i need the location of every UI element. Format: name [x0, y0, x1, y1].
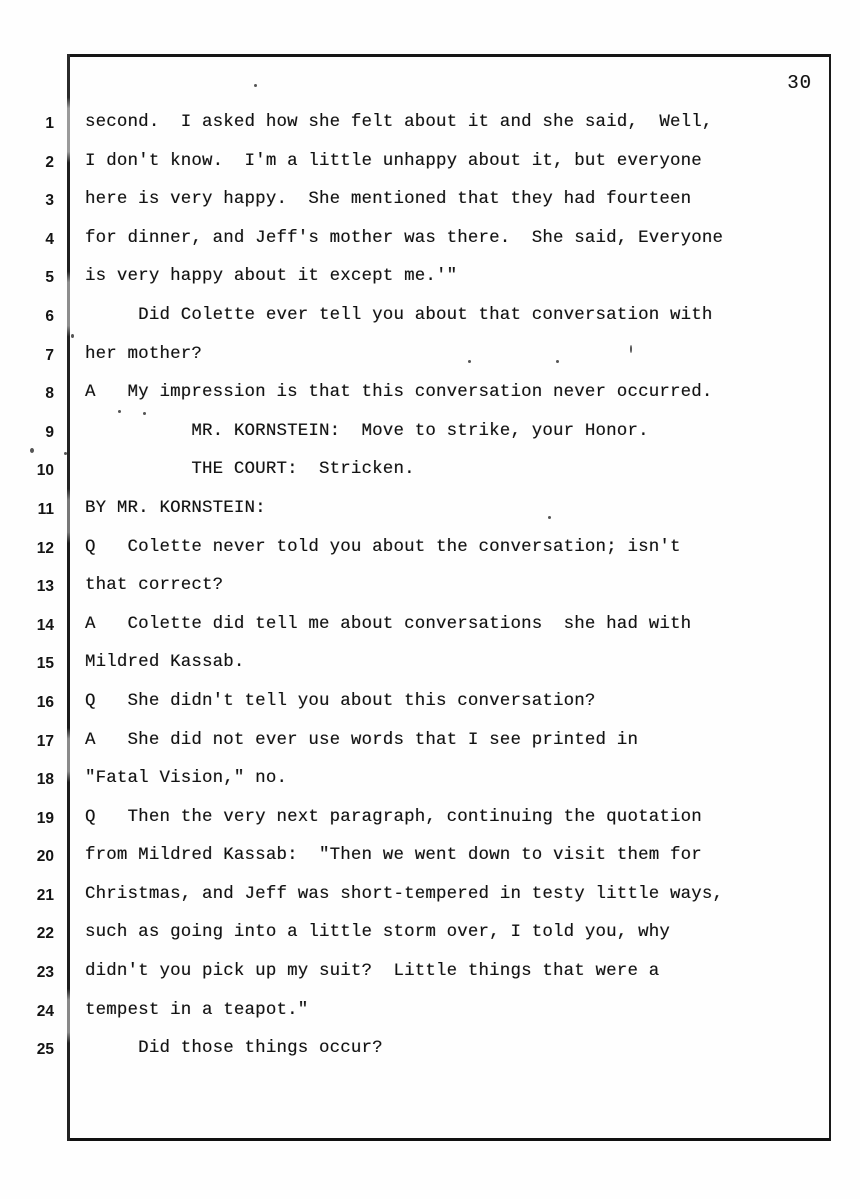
transcript-body: [0, 111, 860, 1076]
line-text: THE COURT: Stricken.: [85, 460, 415, 480]
line-number: 18: [36, 771, 54, 789]
transcript-line: [0, 574, 860, 613]
transcript-line: [0, 420, 860, 459]
line-text: MR. KORNSTEIN: Move to strike, your Honor.: [85, 421, 649, 441]
page-number: 30: [787, 72, 812, 94]
line-text: A Colette did tell me about conversations she had with: [85, 614, 692, 634]
transcript-line: [0, 1037, 860, 1076]
line-text: such as going into a little storm over, I told you, why: [85, 923, 670, 943]
line-number: 17: [36, 732, 54, 750]
line-number: 11: [37, 500, 54, 518]
transcript-line: [0, 883, 860, 922]
transcript-line: [0, 690, 860, 729]
line-text: "Fatal Vision," no.: [85, 769, 288, 789]
line-number: 22: [36, 925, 54, 943]
line-text: Mildred Kassab.: [85, 653, 245, 673]
line-text: A My impression is that this conversation never occurred.: [85, 383, 713, 403]
line-number: 19: [36, 809, 54, 827]
line-text: for dinner, and Jeff's mother was there. She said, Everyone: [85, 228, 724, 248]
line-text: here is very happy. She mentioned that they had fourteen: [85, 190, 692, 210]
line-number: 21: [36, 886, 54, 904]
line-text: her mother?: [85, 344, 202, 364]
line-number: 23: [36, 964, 54, 982]
scan-speck: [254, 84, 257, 87]
line-text: A She did not ever use words that I see printed in: [85, 730, 639, 750]
line-text: I don't know. I'm a little unhappy about it, but everyone: [85, 151, 702, 171]
line-text: Did Colette ever tell you about that conversation with: [85, 305, 713, 325]
line-text: Did those things occur?: [85, 1039, 383, 1059]
transcript-line: [0, 767, 860, 806]
line-number: 14: [36, 616, 54, 634]
line-number: 7: [45, 346, 54, 364]
line-number: 13: [36, 578, 54, 596]
line-number: 2: [45, 153, 54, 171]
transcript-line: [0, 536, 860, 575]
transcript-line: [0, 188, 860, 227]
line-number: 4: [45, 230, 54, 248]
transcript-line: [0, 227, 860, 266]
line-number: 1: [45, 115, 54, 132]
transcript-line: [0, 960, 860, 999]
transcript-line: [0, 265, 860, 304]
transcript-line: [0, 806, 860, 845]
transcript-line: [0, 150, 860, 189]
line-text: from Mildred Kassab: "Then we went down to visit them for: [85, 846, 702, 866]
transcript-line: [0, 497, 860, 536]
line-text: Q Colette never told you about the conversation; isn't: [85, 537, 681, 557]
line-text: didn't you pick up my suit? Little things that were a: [85, 962, 660, 982]
line-text: BY MR. KORNSTEIN:: [85, 498, 266, 518]
line-text: is very happy about it except me.'": [85, 267, 458, 287]
transcript-line: [0, 304, 860, 343]
line-text: Q She didn't tell you about this conversation?: [85, 691, 596, 711]
line-number: 24: [36, 1002, 54, 1020]
transcript-line: [0, 613, 860, 652]
line-number: 6: [45, 307, 54, 325]
line-number: 3: [45, 192, 54, 210]
transcript-line: [0, 111, 860, 150]
transcript-line: [0, 729, 860, 768]
line-text: Q Then the very next paragraph, continuing the quotation: [85, 807, 702, 827]
line-number: 10: [36, 462, 54, 480]
line-number: 20: [36, 848, 54, 866]
line-number: 5: [45, 269, 54, 287]
transcript-line: [0, 381, 860, 420]
line-number: 25: [36, 1041, 54, 1059]
line-text: that correct?: [85, 576, 224, 596]
transcript-line: [0, 458, 860, 497]
transcript-line: [0, 999, 860, 1038]
transcript-line: [0, 651, 860, 690]
line-text: second. I asked how she felt about it and she said, Well,: [85, 113, 713, 132]
line-number: 9: [45, 423, 54, 441]
line-number: 16: [36, 693, 54, 711]
transcript-line: [0, 921, 860, 960]
line-text: tempest in a teapot.": [85, 1000, 309, 1020]
transcript-line: [0, 343, 860, 382]
line-text: Christmas, and Jeff was short-tempered in testy little ways,: [85, 884, 724, 904]
transcript-line: [0, 844, 860, 883]
line-number: 12: [36, 539, 54, 557]
line-number: 8: [45, 385, 54, 403]
line-number: 15: [36, 655, 54, 673]
